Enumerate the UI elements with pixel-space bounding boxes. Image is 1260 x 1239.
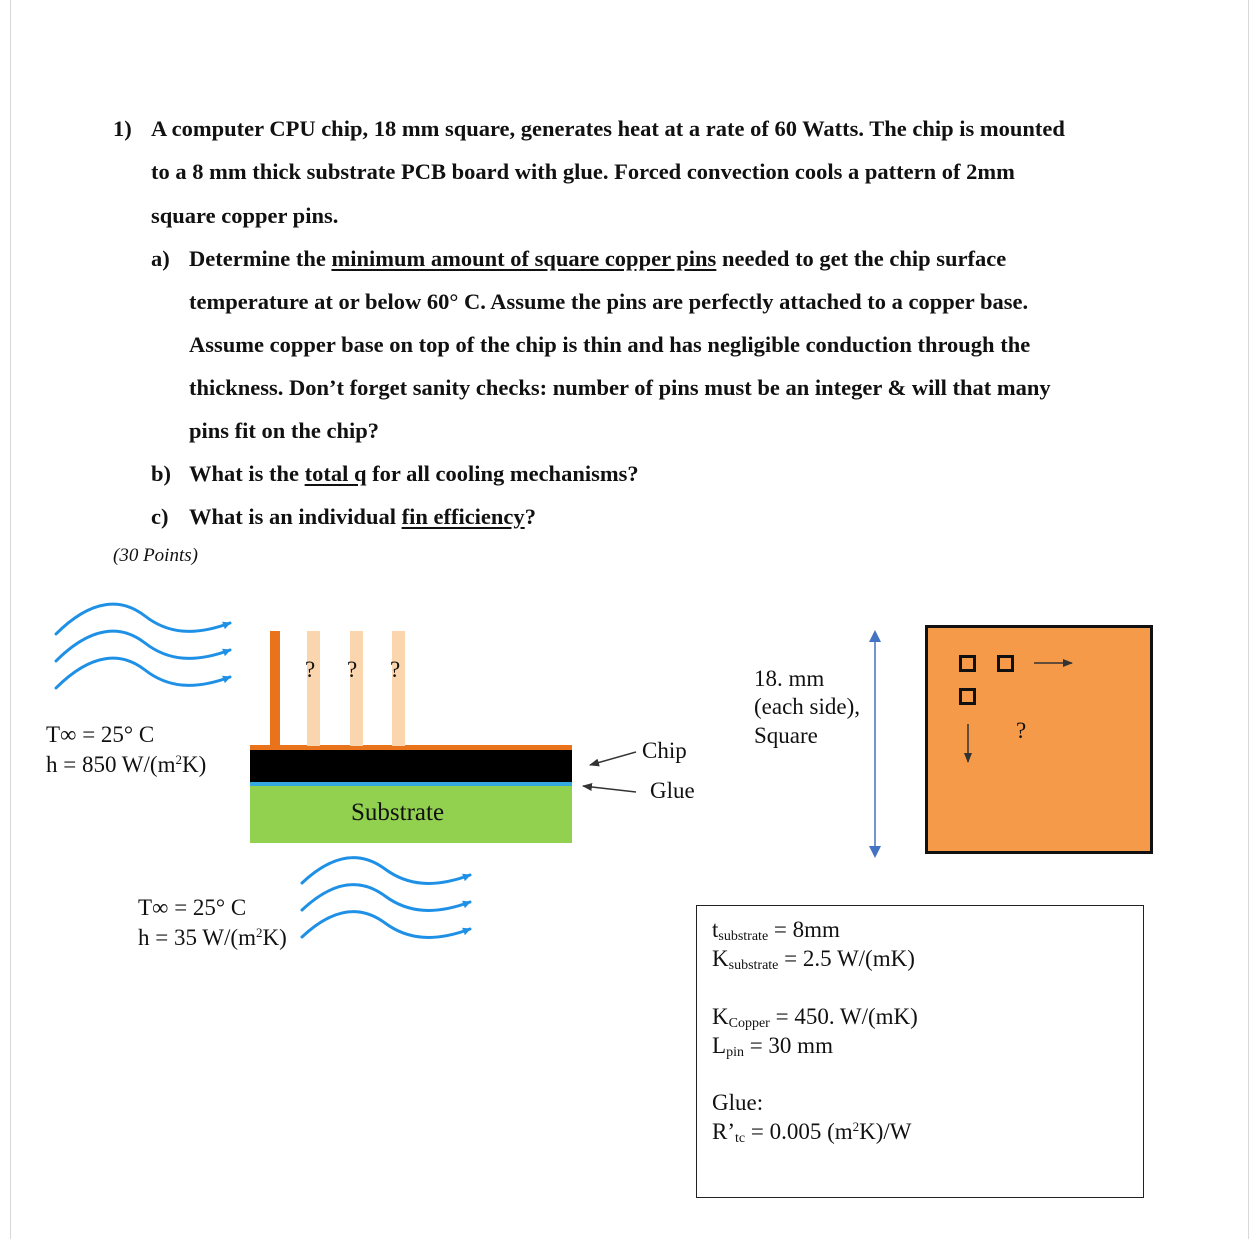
flow-arrow bbox=[56, 604, 230, 634]
flow-arrow bbox=[56, 631, 230, 661]
part-b-label: b) bbox=[151, 461, 172, 486]
part-c-text: What is an individual fin efficiency? bbox=[189, 504, 536, 529]
pin-question-mark-3: ? bbox=[390, 657, 401, 682]
part-a-line-1: Determine the minimum amount of square copper pins needed to get the chip surface bbox=[189, 246, 1007, 271]
part-a-line-4: thickness. Don’t forget sanity checks: number of pins must be an integer & will that many bbox=[189, 375, 1051, 400]
glue-heading: Glue: bbox=[712, 1090, 764, 1115]
dimension-line-2: (each side), bbox=[754, 694, 860, 719]
bottom-flow-arrows bbox=[302, 858, 470, 938]
glue-pointer-arrow bbox=[583, 786, 636, 792]
part-a-emphasis: minimum amount of square copper pins bbox=[331, 246, 717, 271]
problem-stem-line-2: to a 8 mm thick substrate PCB board with glue. Forced convection cools a pattern of 2mm bbox=[151, 159, 1015, 184]
pin-question-mark-1: ? bbox=[305, 657, 316, 682]
part-a-line-3: Assume copper base on top of the chip is thin and has negligible conduction through the bbox=[189, 332, 1031, 357]
top-flow-arrows bbox=[56, 604, 230, 688]
dimension-line-1: 18. mm bbox=[754, 666, 825, 691]
part-b-text: What is the total q for all cooling mechanisms? bbox=[189, 461, 639, 486]
substrate-label: Substrate bbox=[351, 799, 445, 826]
problem-stem-line-3: square copper pins. bbox=[151, 203, 339, 228]
problem-number: 1) bbox=[113, 116, 132, 141]
flow-arrow bbox=[302, 858, 470, 884]
flow-arrow bbox=[56, 658, 230, 688]
chip-label: Chip bbox=[642, 738, 687, 763]
glue-label: Glue bbox=[650, 778, 695, 803]
dimension-line-3: Square bbox=[754, 723, 818, 748]
part-a-line-2: temperature at or below 60° C. Assume the pins are perfectly attached to a copper base. bbox=[189, 289, 1029, 314]
part-a-label: a) bbox=[151, 246, 170, 271]
dimension-arrow bbox=[869, 630, 881, 858]
pin-length: Lpin = 30 mm bbox=[712, 1033, 833, 1060]
flow-arrow bbox=[302, 912, 470, 938]
part-b-emphasis: total q bbox=[304, 461, 367, 486]
part-c-label: c) bbox=[151, 504, 169, 529]
flow-arrow bbox=[302, 885, 470, 911]
bottom-fluid-temperature: T∞ = 25° C bbox=[138, 895, 247, 920]
glue-contact-resistance: R’tc = 0.005 $(m^2K)/W$ bbox=[712, 1119, 912, 1146]
part-c-emphasis: fin efficiency bbox=[401, 504, 525, 529]
problem-stem-line-1: A computer CPU chip, 18 mm square, generates heat at a rate of 60 Watts. The chip is mounted bbox=[151, 116, 1065, 141]
pin-question-mark-2: ? bbox=[347, 657, 358, 682]
top-fluid-h: h = 850 $W/(m^2K)$ bbox=[46, 752, 207, 777]
top-fluid-temperature: T∞ = 25° C bbox=[46, 722, 155, 747]
copper-conductivity: KCopper = 450. W/(mK) bbox=[712, 1004, 918, 1031]
chip-pointer-arrow bbox=[590, 752, 636, 765]
bottom-fluid-h: h = 35 $W/(m^2K)$ bbox=[138, 925, 287, 950]
substrate-thickness: tsubstrate = 8mm bbox=[712, 917, 840, 944]
pin-count-question-mark: ? bbox=[1016, 718, 1027, 743]
points-note: (30 Points) bbox=[113, 545, 198, 566]
substrate-conductivity: Ksubstrate = 2.5 W/(mK) bbox=[712, 946, 915, 973]
part-a-line-5: pins fit on the chip? bbox=[189, 418, 380, 443]
